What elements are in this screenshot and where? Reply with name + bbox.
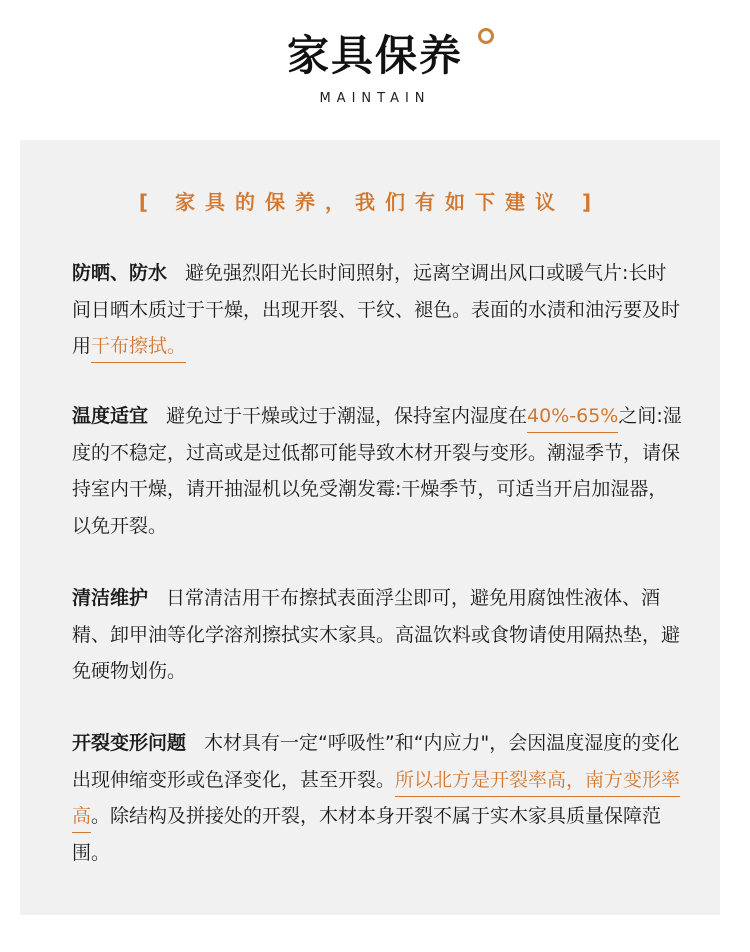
- section-highlight: 所以北方是开裂率高，南方变形率高: [72, 769, 680, 834]
- section-heading: 开裂变形问题: [72, 732, 187, 754]
- section-text: 避免过于干燥或过于潮湿，保持室内湿度在: [166, 405, 528, 427]
- section-text: 避免强烈阳光长时间照射，远离空调出风口或暖气片:长时间日晒木质过于干燥，出现开裂、干纹、褪色。表面的水渍和油污要及时用: [72, 262, 681, 357]
- section-text-after: 。除结构及拼接处的开裂，木材本身开裂不属于实木家具质量保障范围。: [72, 805, 662, 864]
- section-text: 木材具有一定“呼吸性”和“内应力"，会因温度湿度的变化出现伸缩变形或色泽变化，甚至开裂。: [72, 732, 680, 791]
- section-highlight: 40%-65%: [527, 405, 618, 433]
- section-highlight: 干布擦拭。: [91, 335, 186, 363]
- page-title: 家具保养: [286, 31, 463, 80]
- care-panel: [20, 140, 720, 915]
- section-text-after: 之间:湿度的不稳定，过高或是过低都可能导致木材开裂与变形。潮湿季节，请保持室内干燥，请开抽湿机以免受潮发霉:干燥季节，可适当开启加湿器，以免开裂。: [72, 405, 682, 537]
- section-sun-water: [72, 255, 682, 365]
- section-heading: 清洁维护: [72, 587, 149, 609]
- section-cracking: [72, 725, 682, 871]
- section-heading: 温度适宜: [72, 405, 149, 427]
- section-text: 日常清洁用干布擦拭表面浮尘即可，避免用腐蚀性液体、酒精、卸甲油等化学溶剂擦拭实木家具。高温饮料或食物请使用隔热垫，避免硬物划伤。: [72, 587, 681, 682]
- intro-heading: [ 家具的保养，我们有如下建议 ]: [138, 190, 602, 214]
- section-cleaning: [72, 580, 682, 690]
- circle-dot-icon: [478, 28, 494, 44]
- page-subtitle: MAINTAIN: [319, 91, 431, 106]
- section-humidity: [72, 398, 682, 544]
- section-heading: 防晒、防水: [72, 262, 168, 284]
- header: [0, 0, 750, 140]
